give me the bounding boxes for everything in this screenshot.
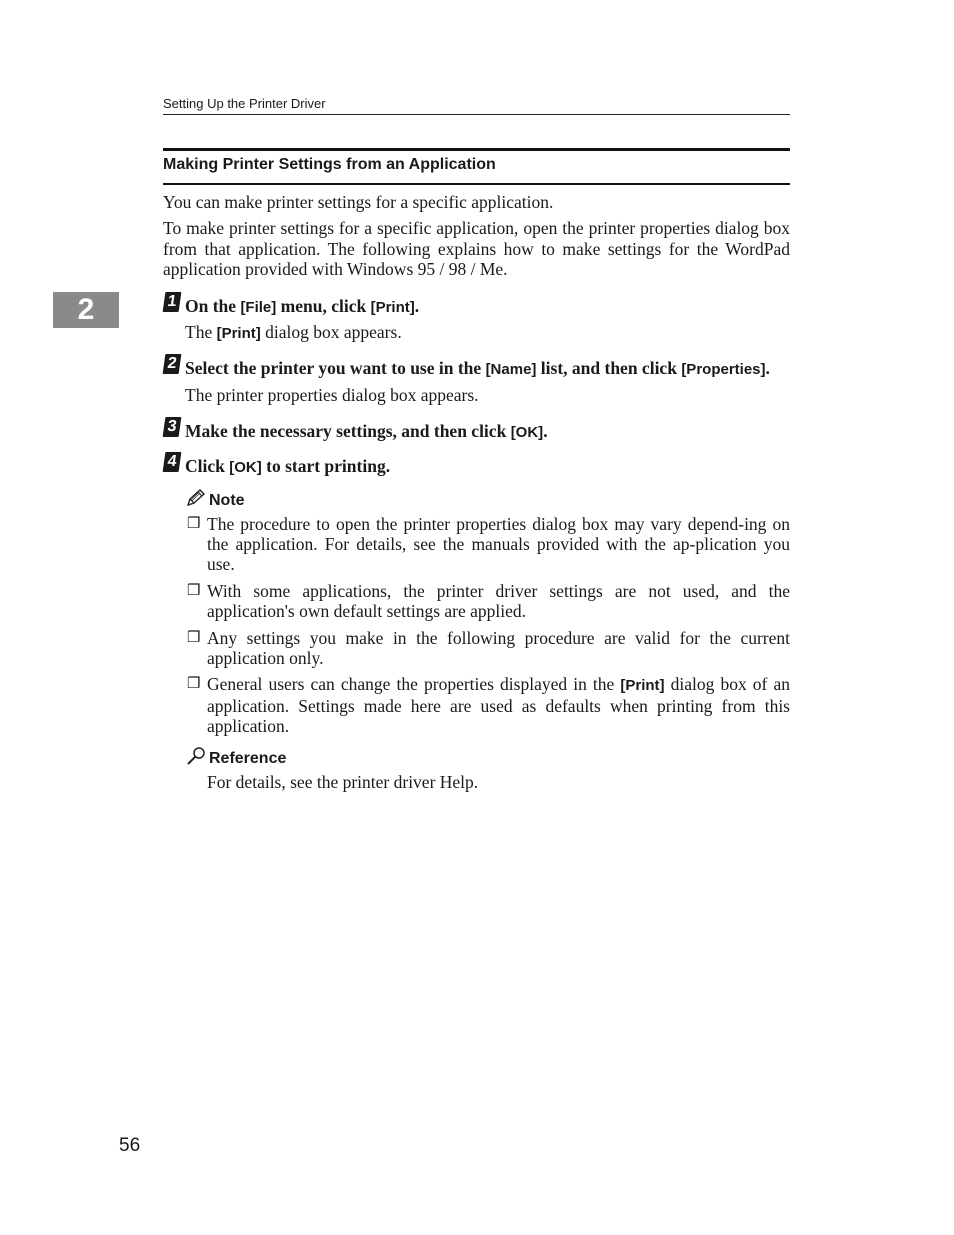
step-text: to start printing. xyxy=(261,456,391,476)
reference-title: Reference xyxy=(209,749,287,767)
bullet-icon: ❒ xyxy=(187,516,201,532)
step-number: 2 xyxy=(163,354,182,374)
ui-keyword: [Print] xyxy=(370,299,415,316)
step-text: . xyxy=(543,421,548,441)
note-item-text: General users can change the properties displayed in the xyxy=(207,674,621,694)
pencil-icon xyxy=(186,489,206,512)
note-heading xyxy=(186,489,245,512)
step-text: . xyxy=(414,296,420,316)
ui-keyword: [OK] xyxy=(229,459,262,476)
step-number: 1 xyxy=(163,292,182,312)
running-header: Setting Up the Printer Driver xyxy=(163,96,326,111)
note-item xyxy=(207,674,790,736)
note-item: The procedure to open the printer properties dialog box may vary depend-ing on the application. For details, see the manuals provided with the ap-plication you use. xyxy=(207,514,790,574)
step-text: menu, click xyxy=(276,296,371,316)
step-result-text: dialog box appears. xyxy=(260,322,402,342)
note-item: With some applications, the printer driver settings are not used, and the application's own default settings are applied. xyxy=(207,581,790,621)
step-result xyxy=(185,321,402,345)
step-instruction xyxy=(185,357,795,381)
note-item-text: dialog box of an application. Settings made here are used as defaults when printing from this application. xyxy=(207,674,790,736)
ui-keyword: [Properties] xyxy=(681,361,766,378)
step-number: 4 xyxy=(163,452,182,472)
intro-paragraph: You can make printer settings for a specific application. xyxy=(163,192,554,212)
step-instruction xyxy=(185,455,795,479)
bullet-icon: ❒ xyxy=(187,630,201,646)
bullet-icon: ❒ xyxy=(187,676,201,692)
reference-body: For details, see the printer driver Help. xyxy=(207,772,479,792)
section-rule-bottom xyxy=(163,183,790,185)
step-text: Select the printer you want to use in the xyxy=(185,358,486,378)
chapter-tab: 2 xyxy=(53,292,119,328)
ui-keyword: [OK] xyxy=(510,424,544,441)
ui-keyword: [Name] xyxy=(485,361,537,378)
section-title: Making Printer Settings from an Application xyxy=(163,156,496,173)
reference-heading xyxy=(186,746,286,771)
step-number: 3 xyxy=(163,417,182,437)
note-title: Note xyxy=(209,491,245,509)
ui-keyword: [Print] xyxy=(620,677,665,694)
page-number: 56 xyxy=(119,1135,141,1156)
step-result: The printer properties dialog box appears. xyxy=(185,385,479,405)
header-rule xyxy=(163,114,790,115)
ui-keyword: [Print] xyxy=(216,325,261,342)
bullet-icon: ❒ xyxy=(187,583,201,599)
step-text: list, and then click xyxy=(536,358,682,378)
ui-keyword: [File] xyxy=(240,299,277,316)
step-text: Click xyxy=(185,456,230,476)
step-text: . xyxy=(765,358,770,378)
note-item: Any settings you make in the following procedure are valid for the current application only. xyxy=(207,628,790,668)
step-text: On the xyxy=(185,296,241,316)
step-result-text: The xyxy=(185,322,217,342)
step-instruction xyxy=(185,295,795,319)
magnifier-icon xyxy=(186,746,206,771)
step-text: Make the necessary settings, and then click xyxy=(185,421,511,441)
step-instruction xyxy=(185,420,795,444)
section-rule-top xyxy=(163,148,790,151)
intro-paragraph: To make printer settings for a specific application, open the printer properties dialog box from that application. The following explains how to make settings for the WordPad application provided with Windows 95 / 98 / Me. xyxy=(163,218,790,279)
